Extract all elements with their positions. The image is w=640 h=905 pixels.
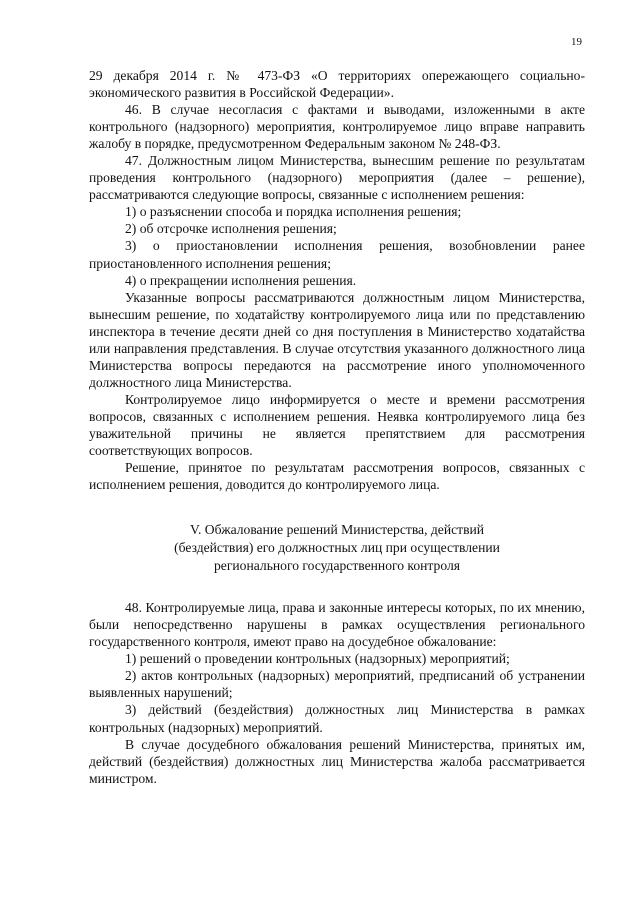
paragraph: 1) решений о проведении контрольных (надзорных) мероприятий;	[125, 651, 510, 667]
section-heading	[89, 521, 585, 575]
paragraph: 46. В случае несогласия с фактами и выводами, изложенными в акте контрольного (надзорного) мероприятия, контролируемое лицо вправе направить жалобу в порядке, предусмотренном Федеральным законом № 248-ФЗ.	[89, 102, 585, 152]
paragraph: В случае досудебного обжалования решений Министерства, принятых им, действий (бездействия) должностных лиц Министерства жалоба рассматривается министром.	[89, 736, 585, 786]
section-heading-line-2: (бездействия) его должностных лиц при осуществлении	[174, 540, 500, 556]
paragraph: 48. Контролируемые лица, права и законные интересы которых, по их мнению, были непосредственно нарушены в рамках осуществления регионального государственного контроля, имеют право на досудебное обжалование:	[89, 600, 585, 650]
paragraphs-top	[89, 67, 585, 493]
document-body	[89, 67, 585, 787]
paragraph: 3) о приостановлении исполнения решения, возобновлении ранее приостановленного исполнения решения;	[89, 238, 585, 271]
page-number: 19	[571, 36, 582, 48]
paragraph: Указанные вопросы рассматриваются должностным лицом Министерства, вынесшим решение, по ходатайству контролируемого лица или по представлению инспектора в течение десяти дней со дня поступления в Министерство ходатайства или направления представления. В случае отсутствия указанного должностного лица Министерства вопросы передаются на рассмотрение иного уполномоченного должностного лица Министерства.	[89, 289, 585, 390]
paragraph: 29 декабря 2014 г. № 473-ФЗ «О территориях опережающего социально-экономического развития в Российской Федерации».	[89, 68, 585, 101]
paragraph: 4) о прекращении исполнения решения.	[125, 272, 357, 288]
section-heading-line-1: V. Обжалование решений Министерства, действий	[189, 522, 485, 538]
section-heading-line-3: регионального государственного контроля	[214, 558, 460, 574]
paragraph: 2) об отсрочке исполнения решения;	[125, 221, 337, 237]
paragraph: 3) действий (бездействия) должностных лиц Министерства в рамках контрольных (надзорных) мероприятий.	[89, 702, 585, 735]
paragraph: Контролируемое лицо информируется о месте и времени рассмотрения вопросов, связанных с исполнением решения. Неявка контролируемого лица без уважительной причины не является препятствием для рассмотрения соответствующих вопросов.	[89, 391, 585, 459]
paragraph: 47. Должностным лицом Министерства, вынесшим решение по результатам проведения контрольного (надзорного) мероприятия (далее – решение), рассматриваются следующие вопросы, связанные с исполнением решения:	[89, 153, 585, 203]
paragraph: Решение, принятое по результатам рассмотрения вопросов, связанных с исполнением решения, доводится до контролируемого лица.	[89, 460, 585, 493]
paragraphs-bottom	[89, 599, 585, 787]
paragraph: 1) о разъяснении способа и порядка исполнения решения;	[125, 204, 462, 220]
paragraph: 2) актов контрольных (надзорных) мероприятий, предписаний об устранении выявленных нарушений;	[89, 668, 585, 701]
